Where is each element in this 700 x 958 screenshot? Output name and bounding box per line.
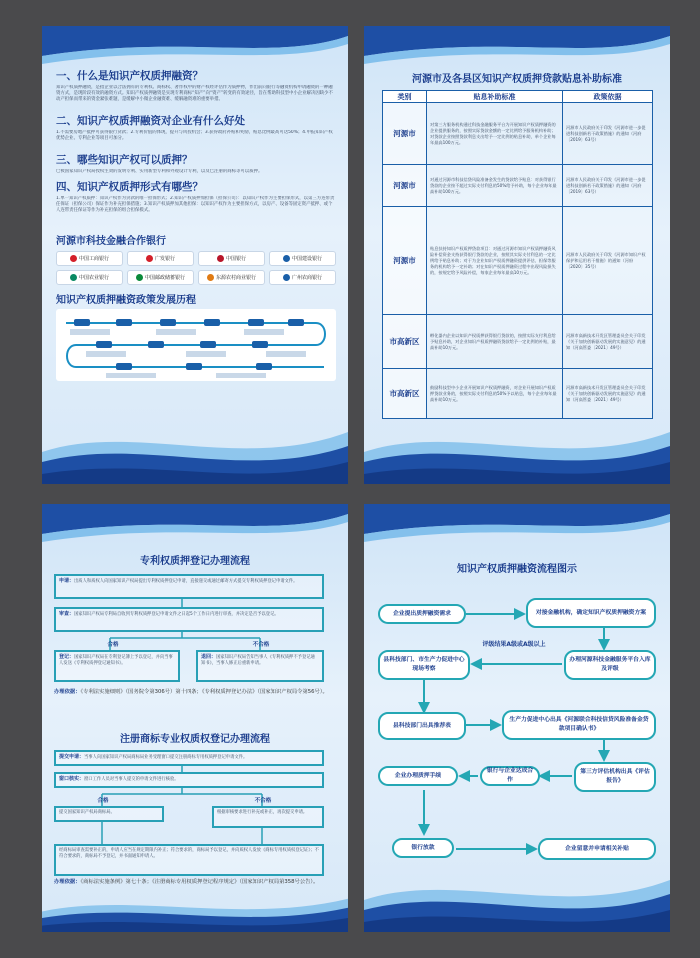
pass-label: 合格: [97, 798, 109, 804]
standard-cell: 贴息扶持知识产权质押贷款项目：对通过河源市知识产权质押融资风险补偿资金支持获得银行贷款的企业，按照其实际支付利息的一定比例给予贴息补助；对于为企业知识产权质押融资提供评估、担保等服务的机构给予一定补助；对在知识产权质押融资过程中出现风险损失的，按规定给予风险补偿，每家企业每年最高10万元。: [427, 207, 563, 315]
bank-emblem-icon: [217, 255, 224, 262]
table-row: [383, 207, 653, 315]
step-text: 提交国家知识产权局商标局。: [59, 810, 115, 815]
bank-name: 广发银行: [154, 256, 175, 262]
bank-emblem-icon: [136, 274, 143, 281]
bank-emblem-icon: [207, 274, 214, 281]
column-header: 类别: [383, 91, 427, 103]
step-head: 提交申请：: [59, 754, 85, 760]
bank-name: 中国农业银行: [78, 275, 109, 281]
bank-logo: [198, 251, 265, 266]
region-cell: 河源市: [383, 207, 427, 315]
step-confirmation-letter: 生产力促进中心出具《河源联合科技信贷风险准备金贷款项目确认书》: [502, 710, 656, 740]
bank-logo: [198, 270, 265, 285]
bank-name: 中国银行: [225, 256, 246, 262]
poster-pledge-registration-process: [42, 504, 348, 932]
basis-text: 《商标法实施条例》第七十条；《注册商标专用权质押登记程序规定》（国家知识产权局第358号公告）。: [80, 879, 319, 885]
step-platform-rating: 办理河源科技金融服务平台入库及评级: [564, 650, 656, 680]
step-submit: [54, 750, 324, 766]
table-row: [383, 369, 653, 419]
step-text: 根据审核要求进行补充或补正，再次提交申请。: [217, 810, 308, 815]
bank-emblem-icon: [70, 274, 77, 281]
step-text: 窗口工作人员对当事人提交的申请文件进行核验。: [84, 777, 179, 782]
policy-history-title: 知识产权质押融资政策发展历程: [56, 295, 196, 306]
step-contact-bank: 对接金融机构，确定知识产权质押融资方案: [526, 598, 656, 628]
standard-cell: 对通过河源市科技信贷风险准备金发生的贷款给予贴息：对获得银行贷款的企业按不超过实际支付利息的50%给予补助，每个企业每年最高补助100万元。: [427, 165, 563, 207]
step-correction: [212, 806, 324, 828]
step-text: 国家知识产权局专利局自收到专利权质押登记申请文件之日起5个工作日内进行审查，并决定是否予以登记。: [74, 612, 279, 617]
region-cell: 河源市: [383, 165, 427, 207]
step-head: 退回：: [201, 654, 217, 660]
bank-logo: [269, 251, 336, 266]
bank-name: 中国邮政储蓄银行: [144, 275, 185, 281]
step-head: 窗口核实：: [59, 776, 85, 782]
subsidy-table: [382, 90, 653, 419]
policy-timeline-graphic: [56, 309, 336, 381]
step-apply: [54, 574, 324, 599]
basis-head: 办理依据：: [54, 689, 81, 695]
top-wave-decoration: [364, 26, 670, 72]
step-verify: [54, 772, 324, 788]
bank-logo-grid: [56, 251, 336, 285]
poster-financing-flowchart: [364, 504, 670, 932]
step-pledge-procedure: 企业办理质押手续: [378, 766, 458, 786]
step-text: 经商标局审查需要补正的，申请人应当在规定期限内补正；符合要求的，商标局予以登记，并向质权人发放《商标专用权质权登记证》；不符合要求的，商标局不予登记，并书面通知申请人。: [59, 848, 319, 859]
basis-cell: 河源市高新技术开发区管理委员会关于印发《关于加快创新驱动发展的实施意见》的通知（河高管委〔2021〕49号）: [563, 315, 653, 369]
section-body: 知识产权质押融资，是指企业以合法拥有的专利权、商标权、著作权中的财产权经评估作为质押物，作出前向银行等融资机构申请融资的一种融资方式，是现阶段有效的融资方式。知识产权质押融资是实现专利商标“知产”向“资产”转变的有效途径，旨在帮助科技型中小企业解决因缺少不动产担保而带来的资金紧张难题，是缓解中小微企业融资难、缓解融资难的重要举措。: [56, 85, 333, 102]
step-head: 审查：: [59, 611, 75, 617]
step-evaluation-report: 第三方评估机构出具《评估报告》: [574, 762, 656, 792]
basis-cell: 河源市人民政府关于印发《河源市进一步促进科技创新若干政策措施》的通知（河府〔2019〕63号）: [563, 103, 653, 165]
standard-cell: 对第三方服务机构通过科技金融服务平台为开展知识产权质押融资的企业提供服务的，按照实际贷款金额的一定比例给予服务机构补助；对贷款企业按照贷款利息支出给予一定比例的贴息补助，单个企业每年最高100万元。: [427, 103, 563, 165]
trademark-legal-basis: [54, 878, 336, 887]
table-header-row: [383, 91, 653, 103]
bank-name: 东源农村商业银行: [215, 275, 256, 281]
bank-emblem-icon: [283, 255, 290, 262]
table-row: [383, 165, 653, 207]
bank-logo: [127, 251, 194, 266]
pass-label: 合格: [107, 642, 119, 648]
bottom-wave-decoration: [364, 412, 670, 484]
bank-logo: [127, 270, 194, 285]
step-bureau-decision: [54, 844, 324, 876]
section-heading: 四、知识产权质押形式有哪些？: [56, 181, 203, 193]
step-site-inspection: 县科技部门、市生产力促进中心现场考察: [378, 650, 470, 680]
bank-name: 中国工商银行: [78, 256, 109, 262]
step-recommendation: 县科技部门出具推荐表: [378, 712, 466, 740]
region-cell: 市高新区: [383, 315, 427, 369]
step-text: 国家知识产权局告知当事人《专利权质押不予登记通知书》，当事人修正后重新申请。: [201, 655, 315, 666]
section-4: [56, 181, 336, 226]
section-1: [56, 70, 336, 115]
step-head: 申请：: [59, 578, 75, 584]
column-header: 贴息补助标准: [427, 91, 563, 103]
section-body: 1.不需要房地产抵押可获得银行贷款；2.专利价值的体现，提升与风投机会；3.获得政府补贴和奖励，贴息比例最高可达50%；4.申报知识产权优势企业、专利企业等项目可加分。: [56, 130, 333, 141]
bank-logo: [269, 270, 336, 285]
standard-cell: 孵化器内企业以知识产权质押获得银行贷款的，按照实际支付利息给予贴息补助，对企业知识产权质押融资贷款给予一定比例的补贴，最高补助10万元。: [427, 315, 563, 369]
fail-label: 不合格: [254, 798, 272, 804]
bank-logo: [56, 251, 123, 266]
evaluation-result-label: 评级结果A级或A级以上: [482, 641, 546, 648]
step-text: 出质人和质权人向国家知识产权局提出专利权质押登记申请，直接递交或通过邮寄方式提交专利权质押登记申请文件。: [74, 579, 298, 584]
bank-name: 广州农商银行: [291, 275, 322, 281]
step-return: [196, 650, 324, 682]
region-cell: 市高新区: [383, 369, 427, 419]
table-row: [383, 103, 653, 165]
step-bank-cooperation: 银行与企业达成合作: [480, 766, 540, 786]
section-body: 1.单一知识产权质押：知识产权作为贷款的唯一担保形式；2.知识产权质押加担保（担保公司）：以知识产权作为主要担保形式，以第三方连带责任保证（担保公司）保证作为补充担保措施；3.知识产权质押加其他担保：以知识产权作为主要担保方式，以房产、设备等固定资产抵押、或个人连带责任保证等作为补充担保的组合担保模式。: [56, 196, 335, 213]
step-register: [54, 650, 180, 682]
section-body: 已被国家知识产权局授权生效的发明专利、实用新型专利和外观设计专利，以及已注册的商标等可以质押。: [56, 169, 263, 174]
patent-legal-basis: [54, 688, 334, 697]
table-row: [383, 315, 653, 369]
step-bank-loan: 银行放款: [392, 838, 454, 858]
step-head: 登记：: [59, 654, 75, 660]
basis-text: 《专利法实施细则》（国务院令第306号）第十四条；《专利权质押登记办法》（国家知识产权局令第56号）。: [80, 689, 328, 695]
poster-subsidy-standards: [364, 26, 670, 484]
section-heading: 二、知识产权质押融资对企业有什么好处: [56, 115, 245, 127]
step-forward-bureau: [54, 806, 164, 822]
basis-cell: 河源市人民政府关于印发《河源市知识产权保护和运用若干措施》的通知（河府〔2020〕35号）: [563, 207, 653, 315]
basis-head: 办理依据：: [54, 879, 81, 885]
step-apply-subsidy: 企业留意并申请相关补贴: [538, 838, 656, 860]
poster-what-is-ip-pledge: [42, 26, 348, 484]
region-cell: 河源市: [383, 103, 427, 165]
step-financing-demand: 企业提出质押融资需求: [378, 604, 466, 624]
step-review: [54, 607, 324, 632]
step-text: 当事人向国家知识产权局商标局业务受理窗口提交注册商标专用权质押登记申请文件。: [84, 755, 248, 760]
column-header: 政策依据: [563, 91, 653, 103]
bank-logo: [56, 270, 123, 285]
step-text: 国家知识产权局在专利登记簿上予以登记，并向当事人发送《专利权质押登记通知书》。: [59, 655, 173, 666]
fail-label: 不合格: [252, 642, 270, 648]
standard-cell: 鼓励科技型中小企业开展知识产权质押融资，对企业开展知识产权质押贷款业务的，按照实际支付利息的50%予以贴息，每个企业每年最高补助10万元。: [427, 369, 563, 419]
section-heading: 三、哪些知识产权可以质押？: [56, 154, 193, 166]
bank-name: 中国建设银行: [291, 256, 322, 262]
trademark-process-title: 注册商标专业权质权登记办理流程: [120, 734, 270, 745]
flowchart-title: 知识产权质押融资流程图示: [457, 564, 577, 575]
section-3: [56, 154, 336, 181]
bank-emblem-icon: [70, 255, 77, 262]
bank-emblem-icon: [146, 255, 153, 262]
section-2: [56, 115, 336, 154]
basis-cell: 河源市高新技术开发区管理委员会关于印发《关于加快创新驱动发展的实施意见》的通知（河高管委〔2021〕49号）: [563, 369, 653, 419]
patent-process-title: 专利权质押登记办理流程: [140, 556, 250, 567]
bank-emblem-icon: [283, 274, 290, 281]
section-heading: 一、什么是知识产权质押融资？: [56, 70, 203, 82]
basis-cell: 河源市人民政府关于印发《河源市进一步促进科技创新若干政策措施》的通知（河府〔2019〕63号）: [563, 165, 653, 207]
subsidy-table-title: 河源市及各县区知识产权质押贷款贴息补助标准: [412, 74, 622, 85]
timeline-svg: [56, 309, 336, 381]
bank-list-title: 河源市科技金融合作银行: [56, 236, 166, 247]
